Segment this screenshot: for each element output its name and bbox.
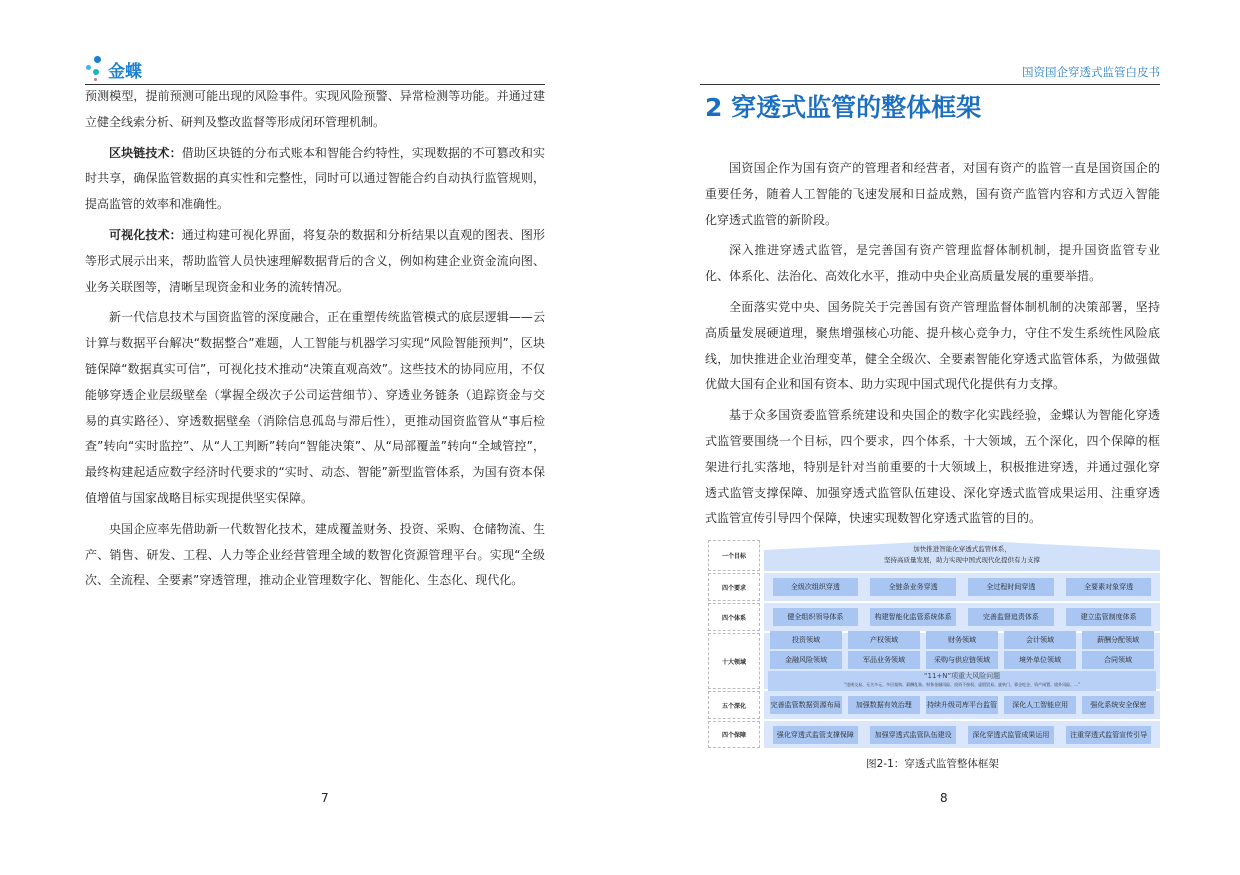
row-guarantees bbox=[708, 721, 1160, 748]
goal-line: 加快推进智能化穿透式监管体系， bbox=[913, 545, 1011, 553]
systems bbox=[764, 603, 1160, 631]
diagram-cell: 会计领域 bbox=[1004, 631, 1076, 649]
diagram-cell: 强化穿透式监管支撑保障 bbox=[773, 726, 858, 744]
goal-line: 坚持高质量发展，助力实现中国式现代化提供有力支撑 bbox=[884, 556, 1040, 564]
diagram-cell: 构建智能化监管系统体系 bbox=[870, 608, 955, 626]
row-label: 四个要求 bbox=[708, 573, 760, 601]
row-systems bbox=[708, 603, 1160, 631]
row-domains bbox=[708, 633, 1160, 689]
document-title: 国资国企穿透式监管白皮书 bbox=[1022, 65, 1160, 79]
row-deepen bbox=[708, 691, 1160, 719]
diagram-cell: 境外单位领域 bbox=[1004, 651, 1076, 669]
diagram-cell: 金融风险领域 bbox=[770, 651, 842, 669]
risk-box bbox=[768, 671, 1156, 691]
paragraph-text: 借助区块链的分布式账本和智能合约特性，实现数据的不可篡改和实时共享，确保监管数据的真实性和完整性，同时可以通过智能合约自动执行监管规则，提高监管的效率和准确性。 bbox=[85, 145, 545, 212]
risk-title: “11+N”项重大风险问题 bbox=[923, 672, 1001, 680]
diagram-cell: 产权领域 bbox=[848, 631, 920, 649]
term: 区块链技术： bbox=[109, 145, 182, 160]
diagram-cell: 健全组织领导体系 bbox=[773, 608, 858, 626]
framework-diagram bbox=[708, 540, 1160, 748]
row-label: 十大领域 bbox=[708, 633, 760, 689]
requirements bbox=[764, 573, 1160, 601]
paragraph bbox=[85, 141, 545, 218]
diagram-cell: 注重穿透式监管宣传引导 bbox=[1066, 726, 1151, 744]
risk-subtitle: “违规交易、无关多元、多层架构、薪酬乱象、财务金融风险、投资不按权、虚假贸易、旋转门、靠企吃企、资产闲置、境外风险、...” bbox=[844, 682, 1080, 687]
diagram-cell: 全级次组织穿透 bbox=[773, 578, 858, 596]
row-goal bbox=[708, 540, 1160, 571]
logo-text: 金蝶 bbox=[108, 61, 142, 82]
paragraph: 国资国企作为国有资产的管理者和经营者，对国有资产的监管一直是国资国企的重要任务，随着人工智能的飞速发展和日益成熟，国有资产监管内容和方式迈入智能化穿透式监管的新阶段。 bbox=[705, 161, 1160, 227]
row-label: 一个目标 bbox=[708, 540, 760, 571]
diagram-cell: 薪酬分配领域 bbox=[1082, 631, 1154, 649]
paragraph: 基于众多国资委监管系统建设和央国企的数字化实践经验，金蝶认为智能化穿透式监管要围绕一个目标，四个要求，四个体系，十大领域，五个深化，四个保障的框架进行扎实落地，特别是针对当前重要的十大领域上，积极推进穿透，并通过强化穿透式监管支撑保障、加强穿透式监管队伍建设、深化穿透式监管成果运用、注重穿透式监管宣传引导四个保障，快速实现数智化穿透式监管的目的。 bbox=[705, 408, 1160, 526]
row-label: 四个保障 bbox=[708, 721, 760, 748]
diagram-cell: 全要素对象穿透 bbox=[1066, 578, 1151, 596]
diagram-cell: 合同领域 bbox=[1082, 651, 1154, 669]
diagram-cell: 采购与供应链领域 bbox=[926, 651, 998, 669]
diagram-cell: 投资领域 bbox=[770, 631, 842, 649]
left-page-text bbox=[85, 84, 545, 599]
paragraph: 预测模型，提前预测可能出现的风险事件。实现风险预警、异常检测等功能。并通过建立健全线索分析、研判及整改监督等形成闭环管理机制。 bbox=[85, 89, 545, 129]
paragraph: 新一代信息技术与国资监管的深度融合，正在重塑传统监管模式的底层逻辑——云计算与数据平台解决“数据整合”难题，人工智能与机器学习实现“风险智能预判”，区块链保障“数据真实可信”，可视化技术推动“决策直观高效”。这些技术的协同应用，不仅能够穿透企业层级壁垒（掌握全级次子公司运营细节）、穿透业务链条（追踪资金与交易的真实路径）、穿透数据壁垒（消除信息孤岛与滞后性），更推动国资监管从“事后检查”转向“实时监控”、从“人工判断”转向“智能决策”、从“局部覆盖”转向“全域管控”，最终构建起适应数字经济时代要求的“实时、动态、智能”新型监管体系，为国有资本保值增值与国家战略目标实现提供坚实保障。 bbox=[85, 310, 545, 505]
diagram-cell: 持续升级司库平台监管 bbox=[926, 696, 998, 714]
diagram-cell: 全链条业务穿透 bbox=[870, 578, 955, 596]
row-label: 五个深化 bbox=[708, 691, 760, 719]
logo-dots-icon bbox=[86, 56, 104, 82]
paragraph: 深入推进穿透式监管，是完善国有资产管理监督体制机制，提升国资监管专业化、体系化、法治化、高效化水平，推动中央企业高质量发展的重要举措。 bbox=[705, 243, 1160, 284]
figure-caption: 图2-1：穿透式监管整体框架 bbox=[866, 758, 999, 770]
diagram-cell: 军品业务领域 bbox=[848, 651, 920, 669]
deepen bbox=[764, 691, 1160, 719]
diagram-cell: 加强穿透式监管队伍建设 bbox=[870, 726, 955, 744]
domains bbox=[764, 633, 1160, 689]
guarantees bbox=[764, 721, 1160, 748]
row-label: 四个体系 bbox=[708, 603, 760, 631]
right-page-text bbox=[705, 156, 1160, 537]
row-requirements bbox=[708, 573, 1160, 601]
header-rule-right bbox=[700, 84, 1160, 85]
diagram-cell: 深化人工智能应用 bbox=[1004, 696, 1076, 714]
paragraph: 全面落实党中央、国务院关于完善国有资产管理监督体制机制的决策部署，坚持高质量发展硬道理，聚焦增强核心功能、提升核心竞争力，守住不发生系统性风险底线，加快推进企业治理变革，健全全级次、全要素智能化穿透式监管体系，为做强做优做大国有企业和国有资本、助力实现中国式现代化提供有力支撑。 bbox=[705, 299, 1160, 392]
term: 可视化技术： bbox=[109, 227, 182, 242]
diagram-cell: 财务领域 bbox=[926, 631, 998, 649]
diagram-cell: 深化穿透式监管成果运用 bbox=[968, 726, 1053, 744]
diagram-cell: 加强数据有效治理 bbox=[848, 696, 920, 714]
paragraph-text: 通过构建可视化界面，将复杂的数据和分析结果以直观的图表、图形等形式展示出来，帮助监管人员快速理解数据背后的含义，例如构建企业资金流向图、业务关联图等，清晰呈现资金和业务的流转情况。 bbox=[85, 227, 545, 294]
paragraph bbox=[85, 223, 545, 300]
diagram-cell: 强化系统安全保密 bbox=[1082, 696, 1154, 714]
goal-roof bbox=[764, 540, 1160, 571]
section-title: 2 穿透式监管的整体框架 bbox=[705, 93, 982, 122]
logo bbox=[86, 56, 142, 82]
diagram-cell: 建立监管制度体系 bbox=[1066, 608, 1151, 626]
diagram-cell: 完善监管数据资源布局 bbox=[770, 696, 842, 714]
diagram-cell: 全过程时间穿透 bbox=[968, 578, 1053, 596]
diagram-cell: 完善监督追责体系 bbox=[968, 608, 1053, 626]
paragraph: 央国企应率先借助新一代数智化技术，建成覆盖财务、投资、采购、仓储物流、生产、销售、研发、工程、人力等企业经营管理全域的数智化资源管理平台。实现“全级次、全流程、全要素”穿透管理，推动企业管理数字化、智能化、生态化、现代化。 bbox=[85, 521, 545, 588]
page-number: 7 bbox=[321, 791, 329, 805]
page-number: 8 bbox=[940, 791, 948, 805]
